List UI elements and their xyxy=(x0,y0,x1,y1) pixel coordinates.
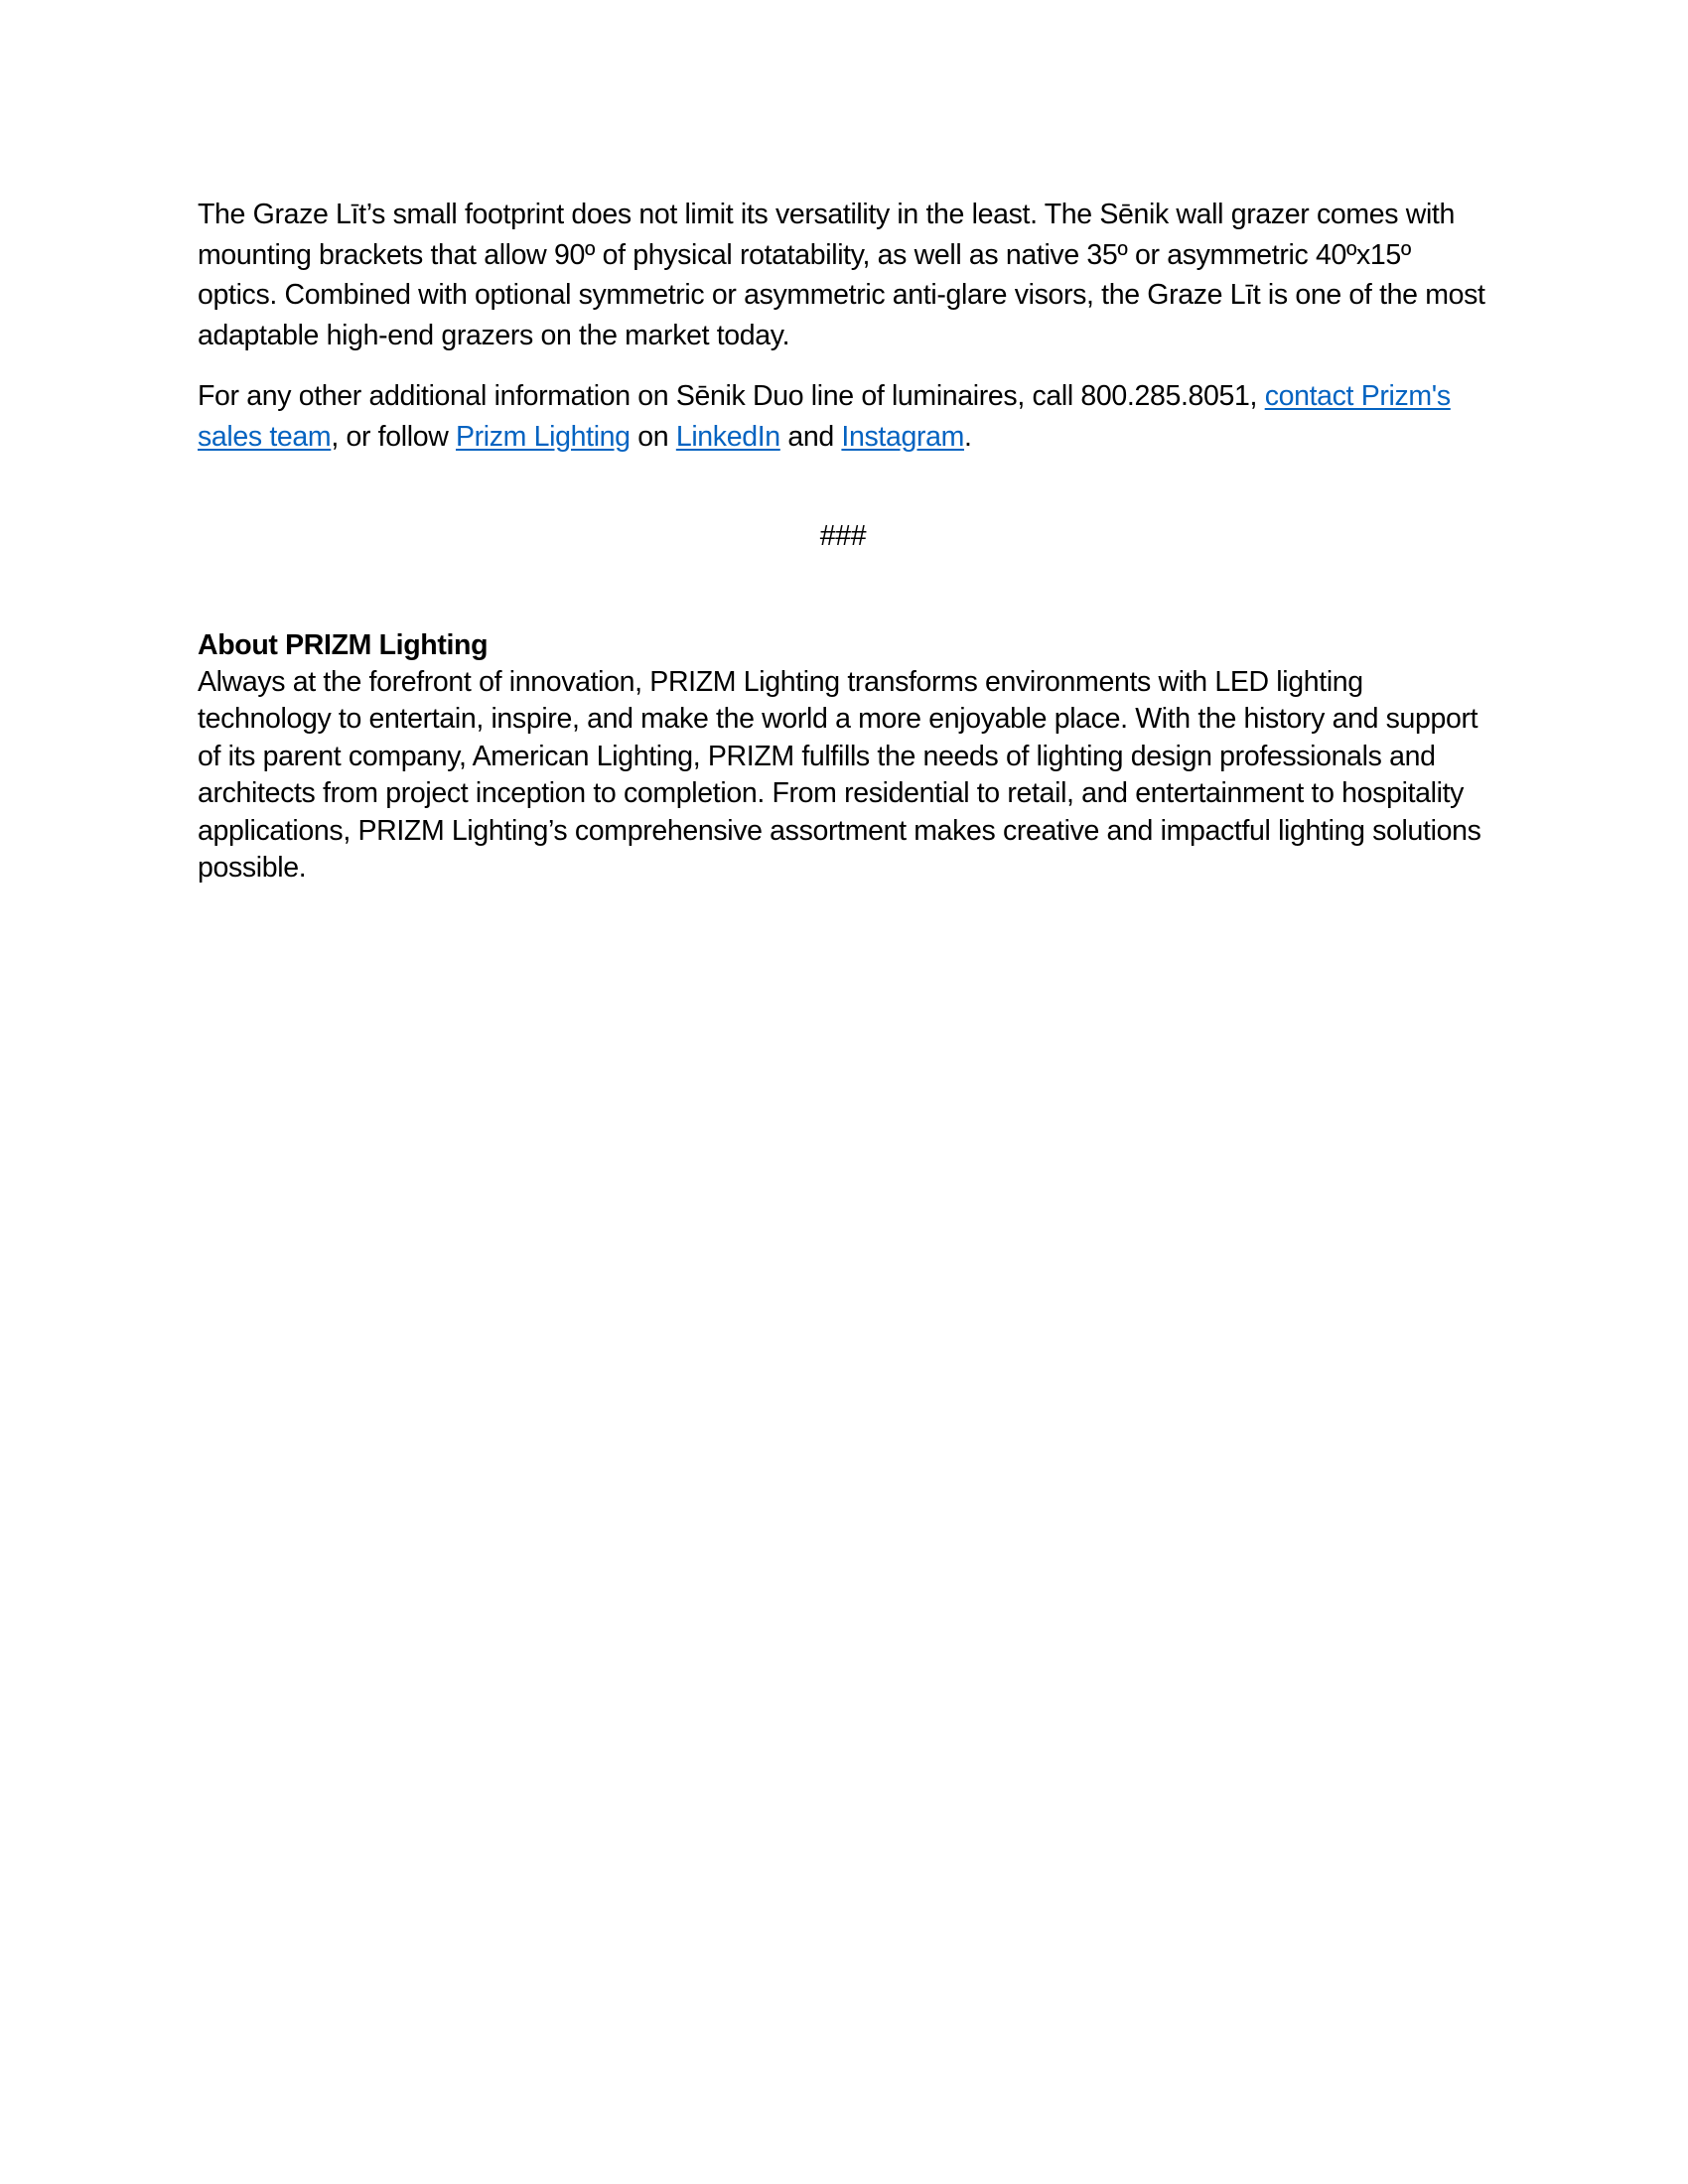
graze-lit-paragraph: The Graze Līt’s small footprint does not limit its versatility in the least. The Sēnik wall grazer comes with mounting brackets that allow 90º of physical rotatability, as well as native 35º or asymmetric 40ºx15º optics. Combined with optional symmetric or asymmetric anti-glare visors, the Graze Līt is one of the most adaptable high-end grazers on the market today. xyxy=(198,199,1485,351)
about-body: Always at the forefront of innovation, PRIZM Lighting transforms environments with LED lighting technology to entertain, inspire, and make the world a more enjoyable place. With the history and support of its parent company, American Lighting, PRIZM fulfills the needs of lighting design professionals and architects from project inception to completion. From residential to retail, and entertainment to hospitality applications, PRIZM Lighting’s comprehensive assortment makes creative and impactful lighting solutions possible. xyxy=(198,666,1481,885)
contact-paragraph xyxy=(198,376,1488,457)
contact-text-intro: For any other additional information on Sēnik Duo line of luminaires, call 800.285.8051, xyxy=(198,380,1265,412)
contact-text-on: on xyxy=(630,420,676,453)
prizm-lighting-link[interactable]: Prizm Lighting xyxy=(456,420,631,453)
linkedin-link[interactable]: LinkedIn xyxy=(675,420,780,453)
instagram-link[interactable]: Instagram xyxy=(841,420,964,453)
section-separator: ### xyxy=(819,520,867,552)
contact-text-follow: , or follow xyxy=(331,420,456,453)
contact-sales-link[interactable]: contact Prizm's sales team xyxy=(198,380,1451,453)
about-heading: About PRIZM Lighting xyxy=(198,629,489,661)
contact-text-and: and xyxy=(779,420,842,453)
document-page xyxy=(198,195,1488,887)
contact-text-end: . xyxy=(964,420,972,453)
about-section xyxy=(198,627,1488,887)
